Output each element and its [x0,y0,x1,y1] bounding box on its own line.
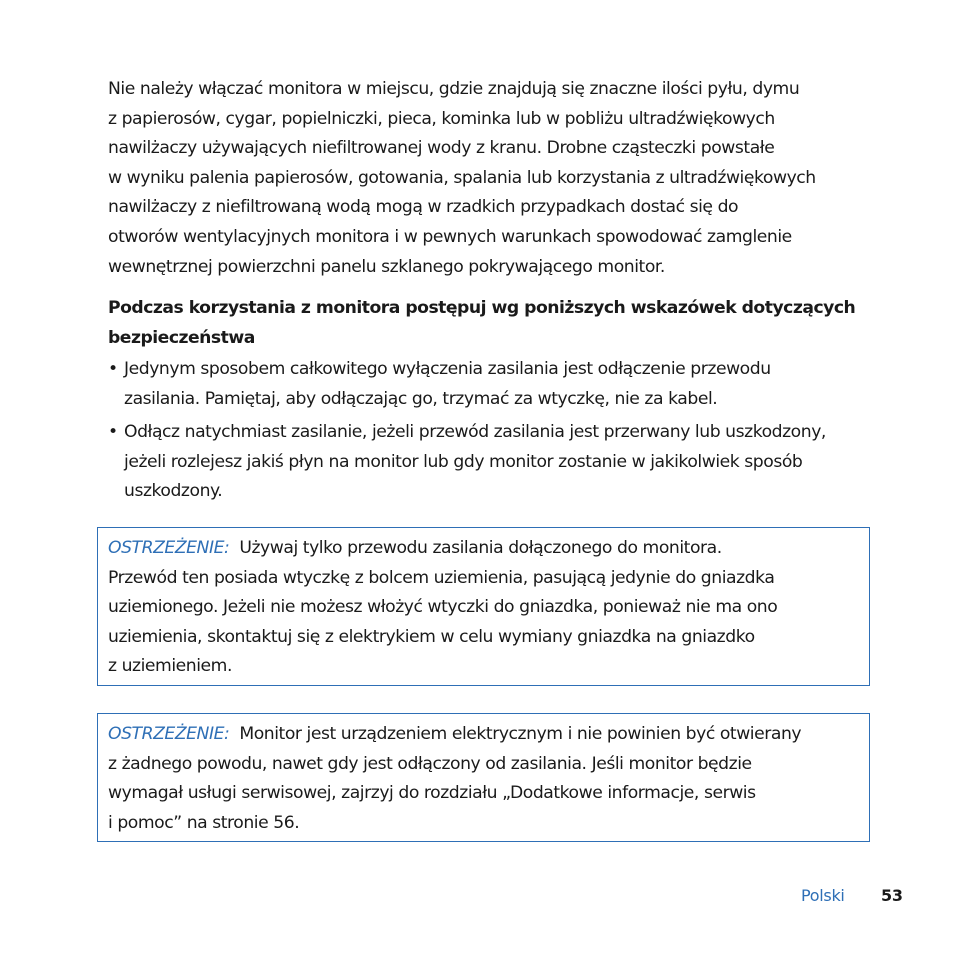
list-item [108,355,878,414]
safety-heading [108,294,878,353]
warning-line: uziemienia, skontaktuj się z elektrykiem w celu wymiany gniazdka na gniazdko [108,626,755,647]
warning-box-power-cord [97,527,870,686]
list-item [108,418,878,507]
paragraph-line: otworów wentylacyjnych monitora i w pewnych warunkach spowodować zamglenie [108,226,792,247]
paragraph-line: nawilżaczy używających niefiltrowanej wody z kranu. Drobne cząsteczki powstałe [108,138,775,159]
bullet-icon: • [108,422,118,443]
warning-line: z uziemieniem. [108,656,232,677]
warning-box-do-not-open [97,713,870,842]
paragraph-line: z papierosów, cygar, popielniczki, pieca, kominka lub w pobliżu ultradźwiękowych [108,108,775,129]
intro-paragraph [108,75,878,282]
warning-label: OSTRZEŻENIE: [108,538,230,558]
warning-line: Przewód ten posiada wtyczkę z bolcem uziemienia, pasującą jedynie do gniazdka [108,567,775,588]
warning-line: uziemionego. Jeżeli nie możesz włożyć wtyczki do gniazdka, ponieważ nie ma ono [108,597,778,618]
warning-line: Używaj tylko przewodu zasilania dołączonego do monitora. [239,538,722,558]
bullet-icon: • [108,359,118,379]
paragraph-line: wewnętrznej powierzchni panelu szklanego pokrywającego monitor. [108,256,665,277]
footer-language: Polski [801,886,845,905]
safety-bullet-list [108,355,878,511]
page-number: 53 [881,886,903,905]
warning-line: i pomoc” na stronie 56. [108,812,300,833]
bullet-line: zasilania. Pamiętaj, aby odłączając go, trzymać za wtyczkę, nie za kabel. [124,388,718,409]
paragraph-line: Nie należy włączać monitora w miejscu, gdzie znajdują się znaczne ilości pyłu, dymu [108,79,800,99]
bullet-line: Jedynym sposobem całkowitego wyłączenia zasilania jest odłączenie przewodu [124,359,771,379]
warning-line: Monitor jest urządzeniem elektrycznym i nie powinien być otwierany [239,724,802,744]
paragraph-line: nawilżaczy z niefiltrowaną wodą mogą w rzadkich przypadkach dostać się do [108,197,739,218]
warning-line: z żadnego powodu, nawet gdy jest odłączony od zasilania. Jeśli monitor będzie [108,753,752,774]
bullet-line: uszkodzony. [124,481,223,502]
warning-line: wymagał usługi serwisowej, zajrzyj do rozdziału „Dodatkowe informacje, serwis [108,783,756,804]
heading-line: Podczas korzystania z monitora postępuj wg poniższych wskazówek dotyczących [108,298,856,318]
paragraph-line: w wyniku palenia papierosów, gotowania, spalania lub korzystania z ultradźwiękowych [108,167,816,188]
warning-label: OSTRZEŻENIE: [108,724,230,744]
bullet-line: jeżeli rozlejesz jakiś płyn na monitor lub gdy monitor zostanie w jakikolwiek sposób [124,451,803,472]
bullet-line: Odłącz natychmiast zasilanie, jeżeli przewód zasilania jest przerwany lub uszkodzony, [124,422,826,443]
heading-line: bezpieczeństwa [108,327,255,348]
